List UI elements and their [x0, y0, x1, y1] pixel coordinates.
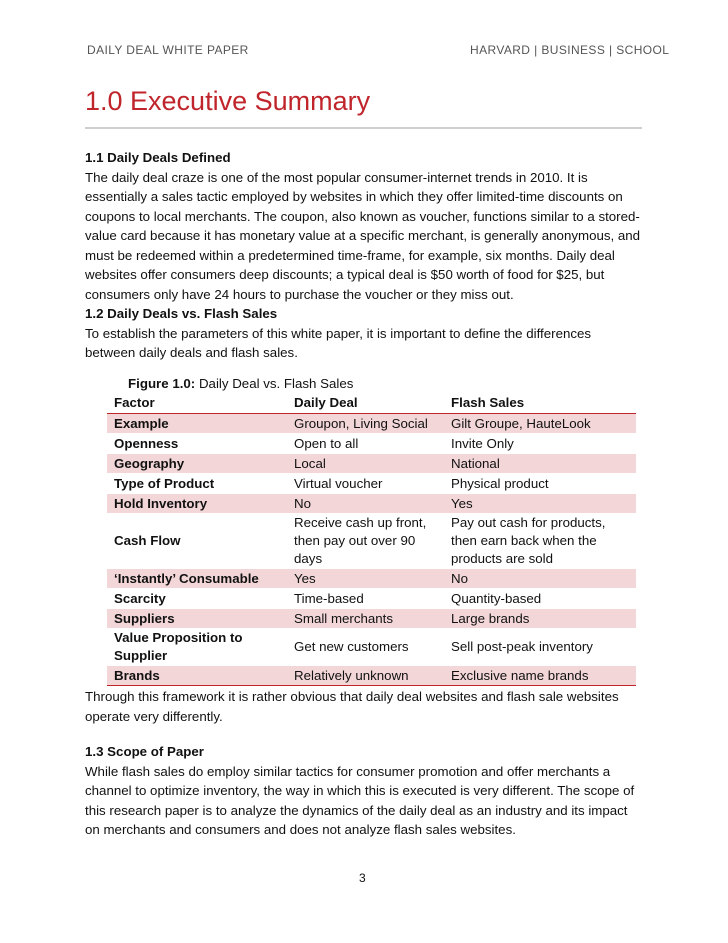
table-cell: National	[444, 454, 636, 474]
table-row	[107, 589, 636, 609]
section-1-1	[85, 148, 645, 304]
table-cell: ‘Instantly’ Consumable	[107, 569, 287, 589]
section-1-1-body: The daily deal craze is one of the most popular consumer-internet trends in 2010. It is essentially a sales tactic employed by websites in which they offer limited-time discounts on coupons to local merchants. The coupon, also known as voucher, functions similar to a stored-value card because it has monetary value at a specific merchant, is generally anonymous, and must be redeemed within a predetermined time-frame, for example, six months. Daily deal websites offer consumers deep discounts; a typical deal is $50 worth of food for $25, but consumers only have 24 hours to purchase the voucher or they miss out.	[85, 169, 641, 302]
table-header-row	[107, 392, 636, 414]
table-cell: Value Proposition to Supplier	[107, 629, 287, 666]
table-cell: Gilt Groupe, HauteLook	[444, 414, 636, 434]
table-row	[107, 414, 636, 434]
table-cell: Pay out cash for products, then earn back when the products are sold	[444, 514, 636, 569]
table-cell: Virtual voucher	[287, 474, 444, 494]
running-header-left: DAILY DEAL WHITE PAPER	[87, 43, 249, 57]
page-title: 1.0 Executive Summary	[85, 86, 371, 116]
table-cell: Relatively unknown	[287, 666, 444, 686]
table-row	[107, 474, 636, 494]
comparison-table	[107, 392, 636, 686]
table-cell: Invite Only	[444, 434, 636, 454]
table-row	[107, 569, 636, 589]
running-header-right: HARVARD | BUSINESS | SCHOOL	[470, 43, 670, 57]
table-cell: Brands	[107, 666, 287, 686]
table-cell: Yes	[287, 569, 444, 589]
table-row	[107, 514, 636, 569]
table-cell: Open to all	[287, 434, 444, 454]
table-cell: Example	[107, 414, 287, 434]
table-cell: Get new customers	[287, 629, 444, 666]
table-cell: Quantity-based	[444, 589, 636, 609]
section-1-2-heading: 1.2 Daily Deals vs. Flash Sales	[85, 306, 278, 321]
table-row	[107, 494, 636, 514]
figure-label: Figure 1.0:	[128, 376, 196, 391]
section-1-2	[85, 304, 645, 363]
table-cell: Scarcity	[107, 589, 287, 609]
section-1-1-heading: 1.1 Daily Deals Defined	[85, 150, 231, 165]
section-1-3-body: While flash sales do employ similar tactics for consumer promotion and offer merchants a channel to optimize inventory, the way in which this is executed is very different. The scope of this research paper is to analyze the dynamics of the daily deal as an industry and its impact on merchants and consumers and does not analyze flash sales websites.	[85, 763, 635, 837]
figure-caption	[128, 376, 353, 391]
table-cell: Receive cash up front, then pay out over 90 days	[287, 514, 444, 569]
column-header: Daily Deal	[287, 392, 444, 414]
table-cell: No	[444, 569, 636, 589]
table-cell: No	[287, 494, 444, 514]
table-conclusion: Through this framework it is rather obvious that daily deal websites and flash sale websites operate very differently.	[85, 689, 619, 724]
table-cell: Exclusive name brands	[444, 666, 636, 686]
table-cell: Large brands	[444, 609, 636, 629]
title-divider	[85, 127, 642, 129]
section-1-2-body: To establish the parameters of this white paper, it is important to define the differences between daily deals and flash sales.	[85, 325, 592, 360]
section-1-3	[85, 742, 645, 840]
table-cell: Geography	[107, 454, 287, 474]
page-number: 3	[359, 871, 366, 885]
column-header: Factor	[107, 392, 287, 414]
table-cell: Physical product	[444, 474, 636, 494]
table-cell: Groupon, Living Social	[287, 414, 444, 434]
table-cell: Type of Product	[107, 474, 287, 494]
table-cell: Hold Inventory	[107, 494, 287, 514]
table-row	[107, 454, 636, 474]
table-row	[107, 434, 636, 454]
table-cell: Small merchants	[287, 609, 444, 629]
table-cell: Local	[287, 454, 444, 474]
table-cell: Time-based	[287, 589, 444, 609]
figure-title: Daily Deal vs. Flash Sales	[195, 376, 354, 391]
table-row	[107, 609, 636, 629]
table-cell: Sell post-peak inventory	[444, 629, 636, 666]
table-cell: Cash Flow	[107, 514, 287, 569]
table-cell: Yes	[444, 494, 636, 514]
column-header: Flash Sales	[444, 392, 636, 414]
section-1-3-heading: 1.3 Scope of Paper	[85, 744, 204, 759]
table-row	[107, 666, 636, 686]
table-row	[107, 629, 636, 666]
table-cell: Openness	[107, 434, 287, 454]
table-cell: Suppliers	[107, 609, 287, 629]
